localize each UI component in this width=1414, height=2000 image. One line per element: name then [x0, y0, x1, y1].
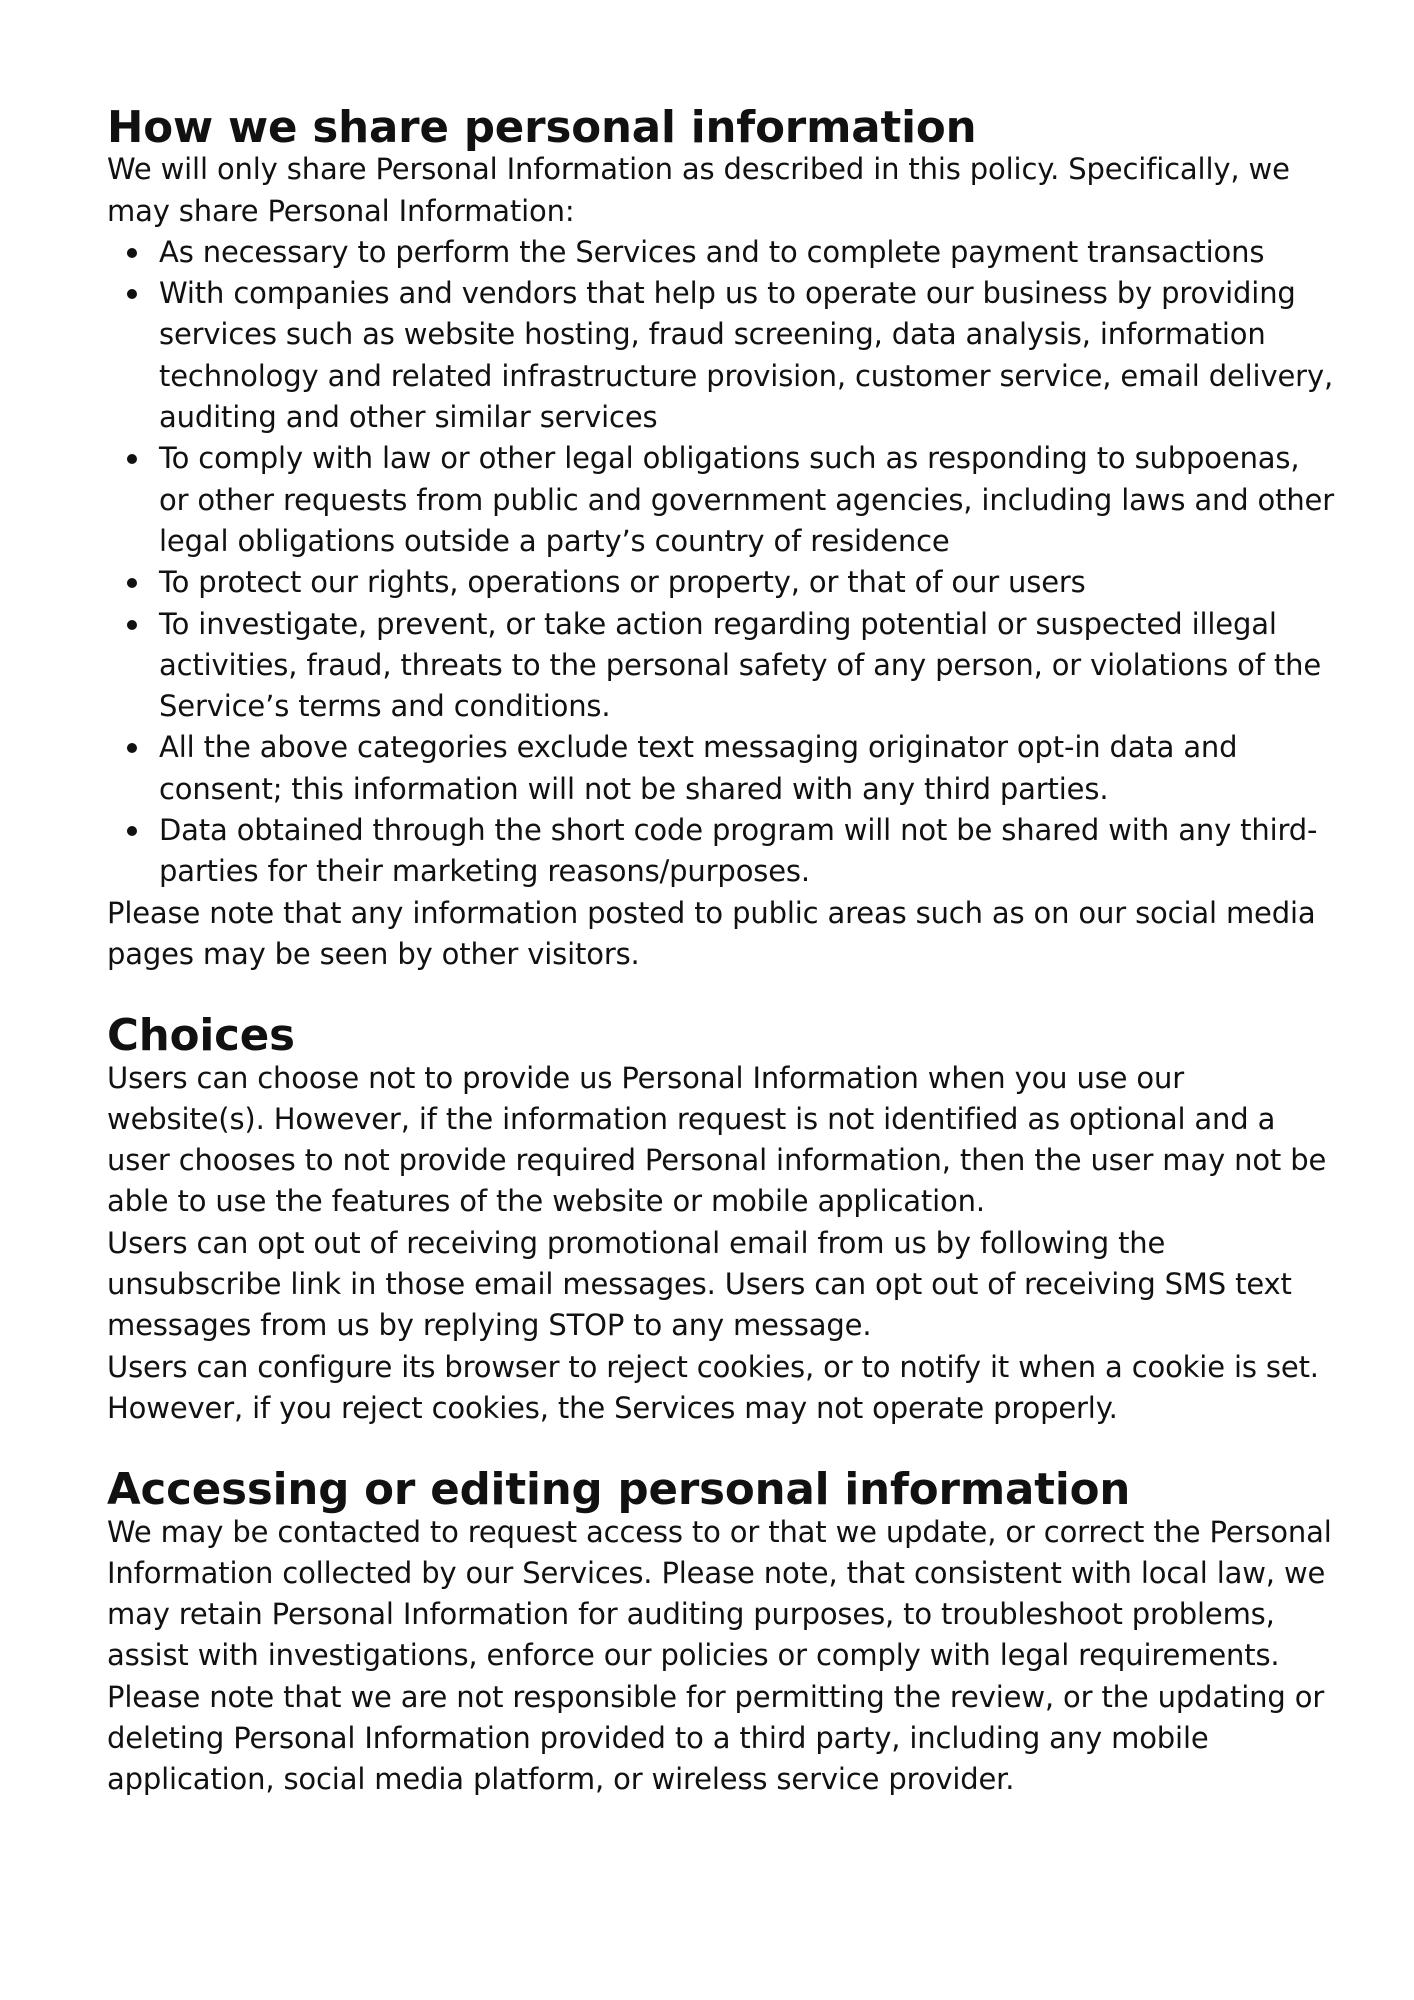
accessing-body: We may be contacted to request access to or that we update, or correct the Personal Information collected by our Services. Please note, that consistent with local law, we may retain Personal Information for auditing purposes, to troubleshoot problems, assist with investigations, enforce our policies or comply with legal requirements. Please note that we are not responsible for permitting the review, or the updating or deleting Personal Information provided to a third party, including any mobile application, social media platform, or wireless service provider.: [107, 1514, 1332, 1797]
list-item: As necessary to perform the Services and to complete payment transactions: [107, 232, 1337, 273]
choices-paragraph: Users can configure its browser to reject cookies, or to notify it when a cookie is set. However, if you reject cookies, the Services may not operate properly.: [107, 1349, 1319, 1425]
choices-paragraph: Users can opt out of receiving promotional email from us by following the unsubscribe link in those email messages. Users can opt out of receiving SMS text messages from us by replying STOP to any message.: [107, 1225, 1292, 1343]
sharing-heading: How we share personal information: [107, 103, 977, 153]
sharing-note: Please note that any information posted to public areas such as on our social media pages may be seen by other visitors.: [107, 895, 1316, 971]
accessing-section: [107, 1465, 1337, 1800]
list-item: All the above categories exclude text messaging originator opt-in data and consent; this information will not be shared with any third parties.: [107, 727, 1337, 810]
sharing-list: [107, 232, 1337, 893]
choices-paragraph: Users can choose not to provide us Personal Information when you use our website(s). However, if the information request is not identified as optional and a user chooses to not provide required Personal information, then the user may not be able to use the features of the website or mobile application.: [107, 1060, 1327, 1219]
section-spacer: [107, 1429, 1337, 1470]
list-item: To investigate, prevent, or take action regarding potential or suspected illegal activities, fraud, threats to the personal safety of any person, or violations of the Service’s terms and conditions.: [107, 604, 1337, 728]
choices-heading: Choices: [107, 1011, 295, 1062]
list-item: With companies and vendors that help us to operate our business by providing services such as website hosting, fraud screening, data analysis, information technology and related infrastructure provision, customer service, email delivery, auditing and other similar services: [107, 273, 1337, 438]
accessing-heading: Accessing or editing personal information: [107, 1465, 1131, 1516]
sharing-intro: We will only share Personal Information as described in this policy. Specifically, we may share Personal Information:: [107, 152, 1290, 228]
list-item: Data obtained through the short code program will not be shared with any third-parties for their marketing reasons/purposes.: [107, 810, 1337, 893]
section-spacer: [107, 975, 1337, 1016]
policy-document: [107, 103, 1337, 1801]
list-item: To protect our rights, operations or property, or that of our users: [107, 562, 1337, 603]
sharing-section: [107, 103, 1337, 975]
list-item: To comply with law or other legal obligations such as responding to subpoenas, or other requests from public and government agencies, including laws and other legal obligations outside a party’s country of residence: [107, 438, 1337, 562]
choices-section: [107, 1011, 1337, 1429]
